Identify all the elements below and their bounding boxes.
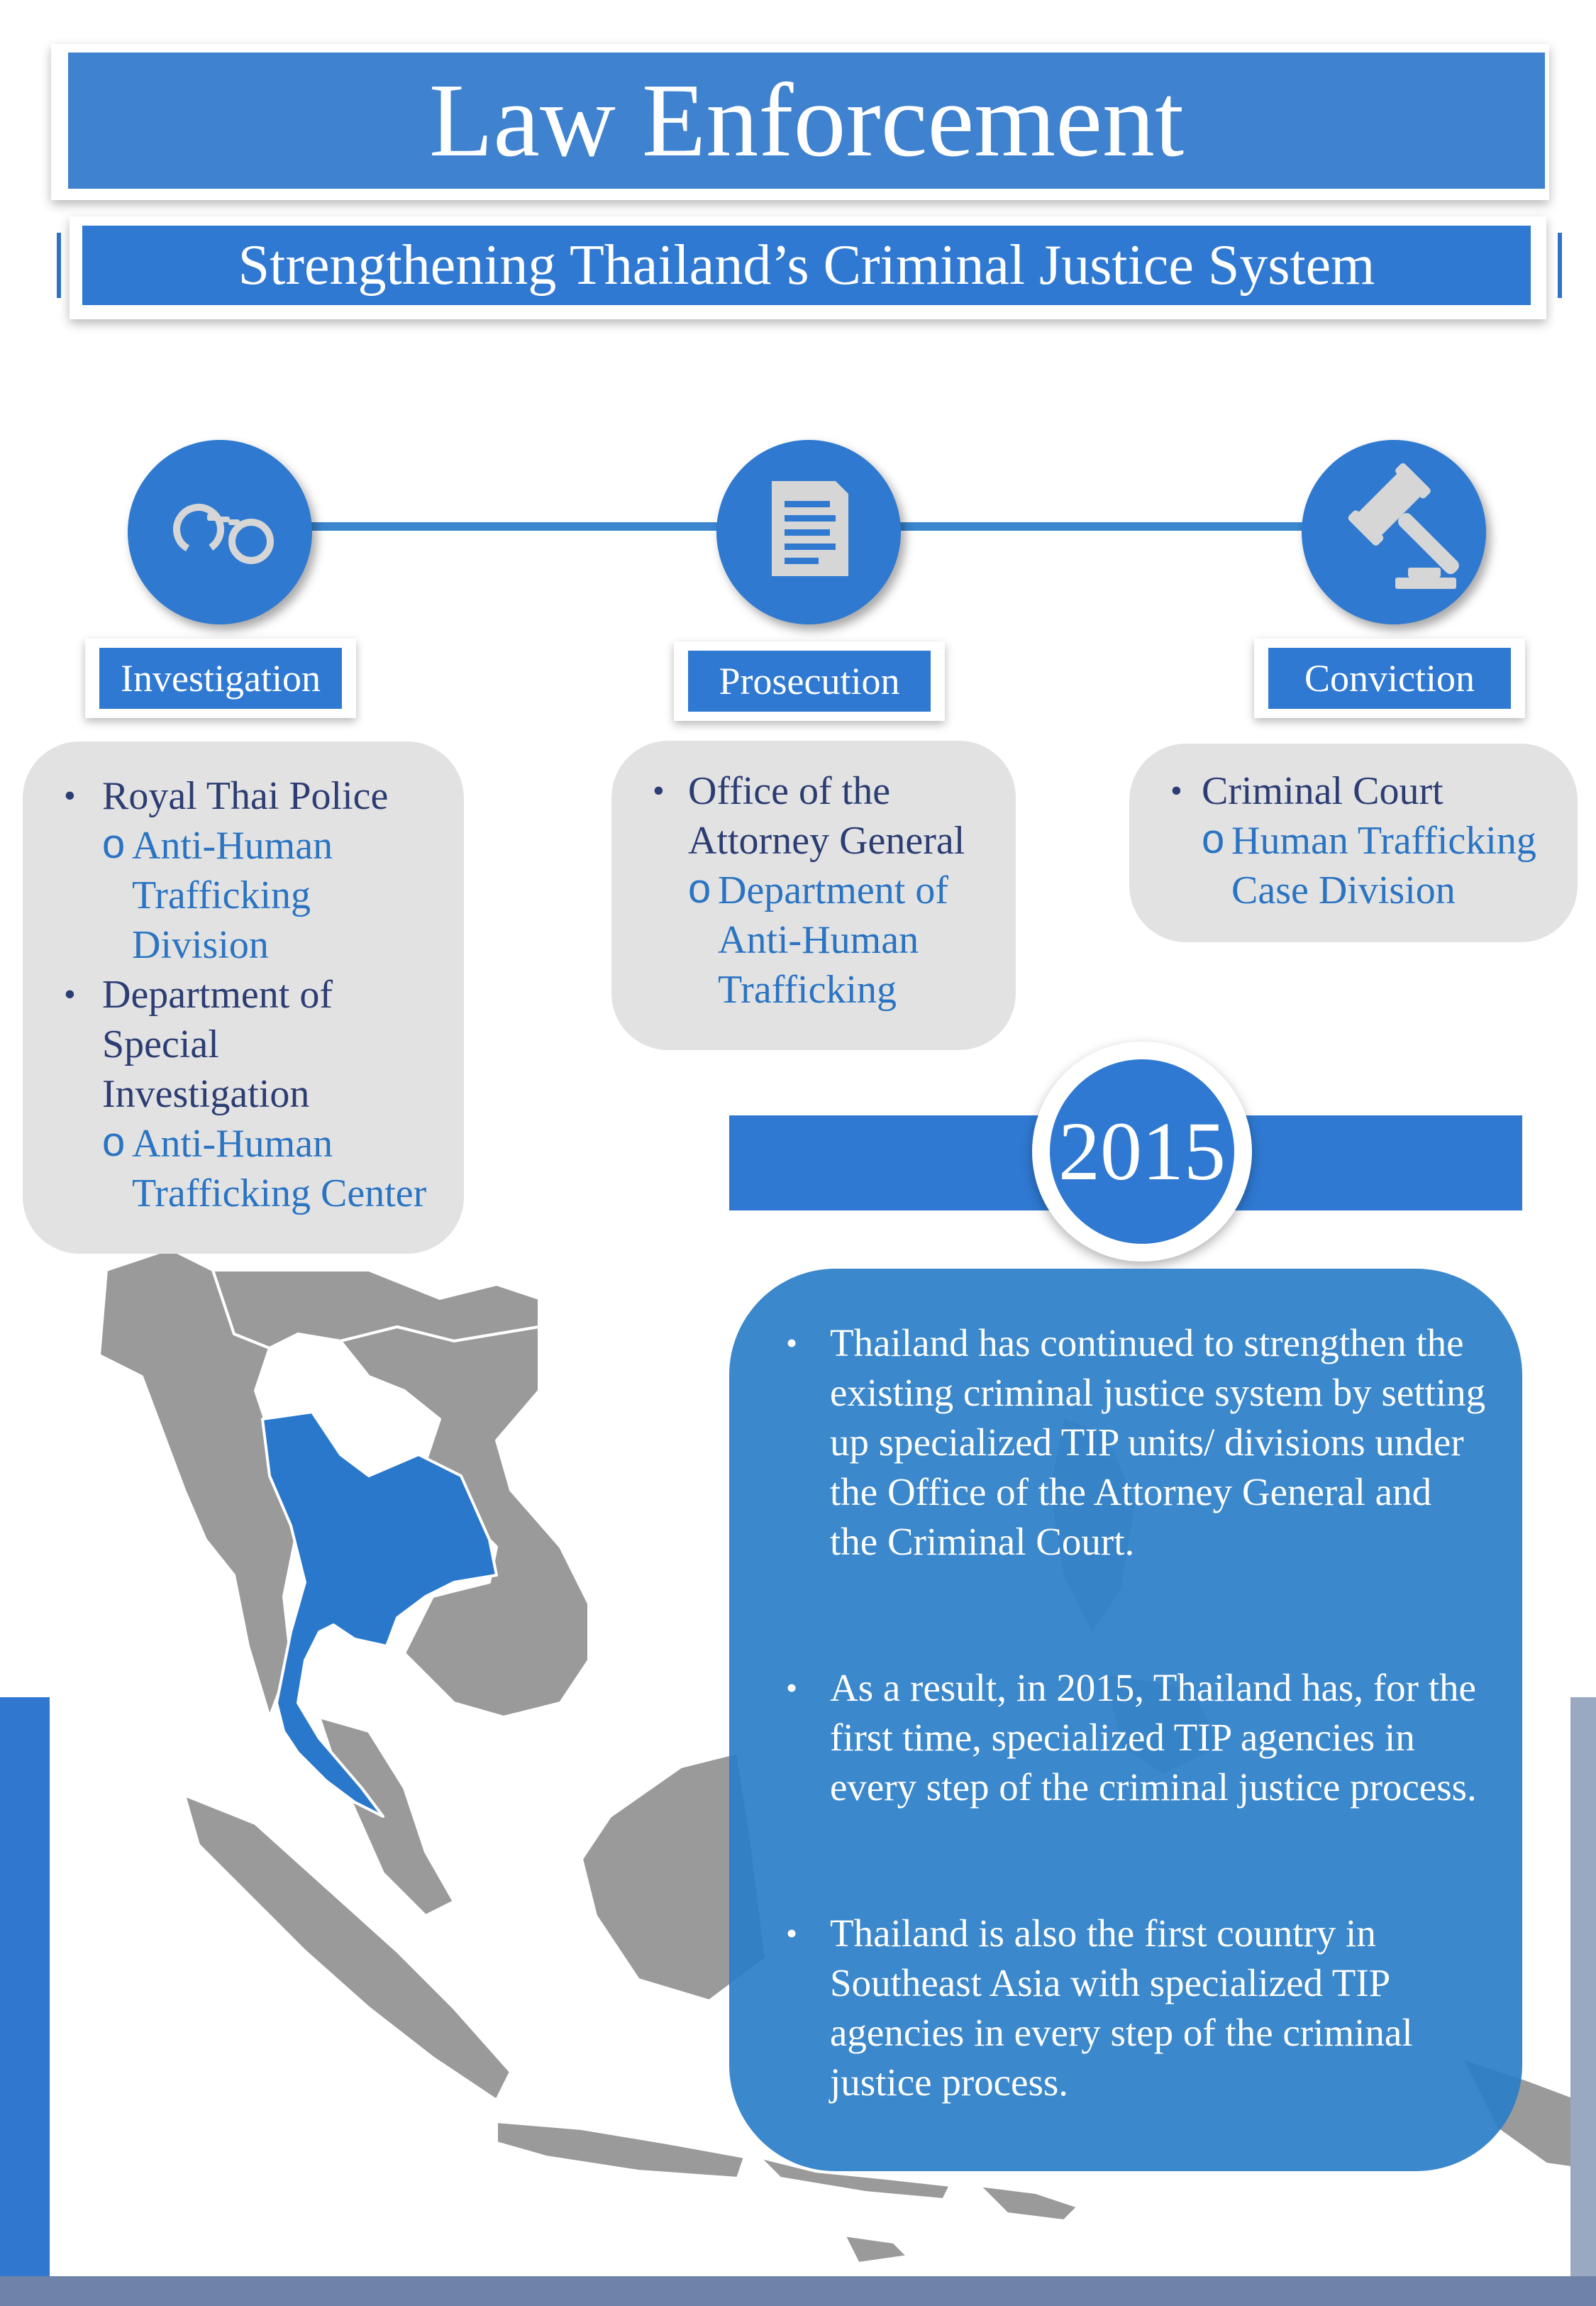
island-east-region (979, 2185, 1078, 2221)
org-name: • Office of the Attorney General (688, 769, 965, 863)
highlight-item: • As a result, in 2015, Thailand has, for the first time, specialized TIP agencies in every step of the criminal justice process. (729, 1663, 1487, 1812)
stage-label-conviction: Conviction (1268, 648, 1511, 709)
investigation-agencies-box (23, 741, 464, 1254)
gavel-icon (1302, 440, 1486, 624)
prosecution-agencies-box (611, 741, 1016, 1050)
bottom-accent-strip (0, 2276, 1596, 2306)
handcuffs-icon (128, 440, 312, 624)
sumatra-region (184, 1795, 511, 2100)
unit-name: o Department of Anti-Human Trafficking (688, 866, 1002, 1015)
org-name: • Department of Special Investigation (102, 973, 333, 1116)
highlight-item: • Thailand has continued to strengthen the existing criminal justice system by setting up specialized TIP units/ divisions under the Office of the Attorney General and the Criminal Court. (729, 1318, 1487, 1567)
island-south-region (844, 2235, 908, 2263)
page-subtitle: Strengthening Thailand’s Criminal Justice System (82, 226, 1531, 305)
conviction-agencies-box (1129, 744, 1578, 942)
java-region (497, 2122, 745, 2178)
unit-name: o Human Trafficking Case Division (1202, 816, 1558, 915)
stage-label-prosecution: Prosecution (688, 651, 931, 712)
conviction-icon-circle (1302, 440, 1486, 624)
year-badge: 2015 (1050, 1059, 1234, 1244)
right-accent-strip (1570, 1697, 1596, 2306)
unit-name: o Anti-Human Trafficking Center (102, 1119, 430, 1218)
org-attorney-general (611, 766, 1016, 1015)
stage-label-investigation: Investigation (99, 648, 342, 709)
prosecution-icon-circle (716, 440, 901, 624)
highlight-item: • Thailand is also the first country in Southeast Asia with specialized TIP agencies in every step of the criminal justice process. (729, 1909, 1487, 2107)
org-department-special-investigation (23, 970, 464, 1218)
org-criminal-court (1129, 766, 1578, 915)
org-name: Royal Thai Police (102, 774, 389, 818)
investigation-icon-circle (128, 440, 312, 624)
page-title: Law Enforcement (68, 53, 1545, 189)
left-accent-strip (0, 1697, 50, 2306)
document-icon (716, 440, 901, 624)
malay-peninsula-region (319, 1717, 454, 1916)
highlights-panel (729, 1269, 1522, 2171)
unit-name: o Anti-Human Trafficking Division (102, 821, 359, 970)
org-royal-thai-police (23, 771, 464, 970)
org-name: • Criminal Court (1202, 769, 1443, 813)
